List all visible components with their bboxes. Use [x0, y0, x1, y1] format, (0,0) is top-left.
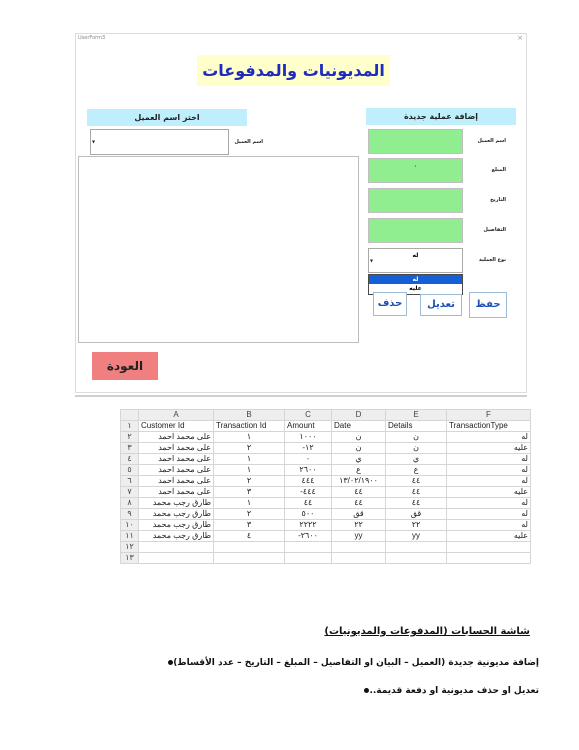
transaction-type-label: نوع العملية	[478, 257, 506, 263]
select-client-header: اختر اسم العميل	[87, 109, 247, 126]
table-cell[interactable]: ٤٤	[386, 487, 447, 498]
dropdown-option[interactable]: عليه	[409, 285, 422, 292]
edit-button[interactable]: تعديل	[420, 294, 462, 316]
table-cell[interactable]: قق	[332, 509, 386, 520]
header-cell[interactable]: Details	[386, 421, 447, 432]
amount-label: المبلغ	[491, 167, 506, 173]
row-number[interactable]: ١٠	[121, 520, 139, 531]
table-cell[interactable]: ٢٢	[386, 520, 447, 531]
row-number[interactable]: ٥	[121, 465, 139, 476]
row-number[interactable]: ٧	[121, 487, 139, 498]
row-number[interactable]: ٨	[121, 498, 139, 509]
table-cell[interactable]: ع	[332, 465, 386, 476]
table-cell[interactable]: ع	[386, 465, 447, 476]
table-cell[interactable]: على محمد احمد	[139, 487, 214, 498]
table-cell[interactable]: ٢	[214, 509, 285, 520]
transaction-type-value: له	[412, 252, 419, 259]
dropdown-arrow-icon[interactable]: ▾	[370, 257, 374, 264]
table-cell[interactable]: ٤٤	[332, 487, 386, 498]
table-cell[interactable]: ٣	[214, 520, 285, 531]
table-cell[interactable]: ٢	[214, 476, 285, 487]
back-button[interactable]: العودة	[92, 352, 158, 380]
column-letter[interactable]: A	[139, 410, 214, 421]
table-row	[121, 520, 531, 531]
row-number[interactable]: ١١	[121, 531, 139, 542]
table-cell[interactable]: ١	[214, 454, 285, 465]
table-cell[interactable]	[139, 542, 214, 553]
table-cell[interactable]: طارق رجب محمد	[139, 498, 214, 509]
table-cell[interactable]: ٤٤	[386, 498, 447, 509]
table-cell[interactable]	[386, 553, 447, 564]
header-cell[interactable]: Date	[332, 421, 386, 432]
date-label: التاريخ	[490, 197, 506, 203]
divider	[75, 395, 527, 397]
table-cell[interactable]: له	[447, 465, 531, 476]
table-cell[interactable]	[214, 553, 285, 564]
table-cell[interactable]: له	[447, 520, 531, 531]
table-cell[interactable]: على محمد احمد	[139, 454, 214, 465]
table-cell[interactable]: على محمد احمد	[139, 476, 214, 487]
table-cell[interactable]	[447, 542, 531, 553]
bullet-text: إضافة مديونية جديدة (العميل – البيان او التفاصيل – المبلغ – التاريخ – عدد الأقساط)	[173, 658, 539, 668]
table-cell[interactable]: ٢٢	[332, 520, 386, 531]
table-row	[121, 465, 531, 476]
table-cell[interactable]: ٤٤٤	[285, 476, 332, 487]
table-cell[interactable]: ٤	[214, 531, 285, 542]
client-name-field-label: اسم العميل	[477, 138, 506, 144]
column-letter[interactable]: F	[447, 410, 531, 421]
table-cell[interactable]: عليه	[447, 487, 531, 498]
bullet-text: تعديل او حذف مديونية او دفعة قديمة..	[369, 686, 539, 696]
delete-button[interactable]: حذف	[373, 292, 407, 316]
table-cell[interactable]: ٤٤	[285, 498, 332, 509]
table-cell[interactable]: ١	[214, 432, 285, 443]
table-header-row	[121, 421, 531, 432]
table-cell[interactable]: ن	[386, 432, 447, 443]
table-cell[interactable]: ٢٢٢٢	[285, 520, 332, 531]
client-select-combobox[interactable]	[90, 129, 229, 155]
select-all-corner[interactable]	[121, 410, 139, 421]
table-row	[121, 443, 531, 454]
table-cell[interactable]: -٢٦٠٠	[285, 531, 332, 542]
table-cell[interactable]: له	[447, 498, 531, 509]
table-cell[interactable]: عليه	[447, 443, 531, 454]
details-input[interactable]	[368, 218, 463, 243]
bullet-item	[356, 686, 539, 696]
spreadsheet-grid	[120, 409, 531, 564]
spreadsheet	[120, 409, 530, 604]
table-cell[interactable]: ٤٤	[332, 498, 386, 509]
column-letter[interactable]: E	[386, 410, 447, 421]
table-cell[interactable]: له	[447, 432, 531, 443]
row-number[interactable]: ١٣	[121, 553, 139, 564]
table-row	[121, 498, 531, 509]
table-row	[121, 476, 531, 487]
table-cell[interactable]: طارق رجب محمد	[139, 531, 214, 542]
table-cell[interactable]	[139, 553, 214, 564]
row-number[interactable]: ٢	[121, 432, 139, 443]
table-cell[interactable]: على محمد احمد	[139, 465, 214, 476]
table-row	[121, 487, 531, 498]
table-cell[interactable]: ن	[386, 443, 447, 454]
table-cell[interactable]: -٤٤٤	[285, 487, 332, 498]
client-name-input[interactable]	[368, 129, 463, 154]
table-row	[121, 531, 531, 542]
table-cell[interactable]: ٥٠٠	[285, 509, 332, 520]
table-cell[interactable]: yy	[386, 531, 447, 542]
column-letter[interactable]: C	[285, 410, 332, 421]
client-name-label: اسم العميل	[234, 139, 263, 145]
row-number[interactable]: ١٢	[121, 542, 139, 553]
table-cell[interactable]: ١٣/٠٢/١٩٠٠	[332, 476, 386, 487]
dropdown-arrow-icon[interactable]: ▾	[92, 138, 96, 146]
table-cell[interactable]: ن	[332, 432, 386, 443]
table-cell[interactable]: ي	[332, 454, 386, 465]
row-number[interactable]: ٦	[121, 476, 139, 487]
table-cell[interactable]	[285, 542, 332, 553]
table-cell[interactable]: ن	[332, 443, 386, 454]
table-row	[121, 509, 531, 520]
section-heading: شاشة الحسابات (المدفوعات والمديونيات)	[324, 626, 530, 637]
bullet-item	[160, 658, 539, 668]
row-number[interactable]: ٤	[121, 454, 139, 465]
table-cell[interactable]	[386, 542, 447, 553]
amount-input[interactable]: ٠	[368, 158, 463, 183]
table-cell[interactable]	[214, 542, 285, 553]
table-cell[interactable]	[285, 553, 332, 564]
form-title: المديونيات والمدفوعات	[197, 55, 390, 86]
table-cell[interactable]: طارق رجب محمد	[139, 520, 214, 531]
table-cell[interactable]	[332, 553, 386, 564]
table-cell[interactable]: له	[447, 476, 531, 487]
header-cell[interactable]: Transaction Id	[214, 421, 285, 432]
dropdown-option[interactable]: له	[369, 275, 462, 284]
row-number[interactable]: ٣	[121, 443, 139, 454]
table-cell[interactable]: ي	[386, 454, 447, 465]
column-letter-row	[121, 410, 531, 421]
table-cell[interactable]: ٢٦٠٠	[285, 465, 332, 476]
table-cell[interactable]: طارق رجب محمد	[139, 509, 214, 520]
header-cell[interactable]: Amount	[285, 421, 332, 432]
close-icon[interactable]: ×	[517, 34, 523, 42]
save-button[interactable]: حفظ	[469, 292, 507, 318]
table-cell[interactable]: على محمد احمد	[139, 443, 214, 454]
table-cell[interactable]: yy	[332, 531, 386, 542]
table-cell[interactable]: ٢	[214, 443, 285, 454]
table-cell[interactable]: له	[447, 454, 531, 465]
table-cell[interactable]: له	[447, 509, 531, 520]
details-label: التفاصيل	[483, 227, 506, 233]
column-letter[interactable]: D	[332, 410, 386, 421]
transactions-listbox[interactable]	[78, 156, 359, 343]
table-cell[interactable]	[332, 542, 386, 553]
table-cell[interactable]: ٤٤	[386, 476, 447, 487]
table-row	[121, 454, 531, 465]
transaction-type-combobox[interactable]	[368, 248, 463, 273]
date-input[interactable]	[368, 188, 463, 213]
table-cell[interactable]: ١	[214, 465, 285, 476]
table-row	[121, 432, 531, 443]
header-cell[interactable]: TransactionType	[447, 421, 531, 432]
table-row	[121, 553, 531, 564]
row-number[interactable]: ٩	[121, 509, 139, 520]
row-number[interactable]: ١	[121, 421, 139, 432]
window-title: UserForm3	[78, 35, 106, 41]
userform-window	[75, 33, 527, 393]
column-letter[interactable]: B	[214, 410, 285, 421]
table-cell[interactable]: ٠	[285, 454, 332, 465]
table-cell[interactable]: عليه	[447, 531, 531, 542]
header-cell[interactable]: Customer Id	[139, 421, 214, 432]
table-cell[interactable]: -١٢	[285, 443, 332, 454]
table-cell[interactable]: ١	[214, 498, 285, 509]
table-cell[interactable]: ١٠٠٠	[285, 432, 332, 443]
table-cell[interactable]: على محمد احمد	[139, 432, 214, 443]
table-cell[interactable]: قق	[386, 509, 447, 520]
table-row	[121, 542, 531, 553]
new-transaction-header: إضافة عملية جديدة	[366, 108, 516, 125]
table-cell[interactable]	[447, 553, 531, 564]
table-cell[interactable]: ٣	[214, 487, 285, 498]
